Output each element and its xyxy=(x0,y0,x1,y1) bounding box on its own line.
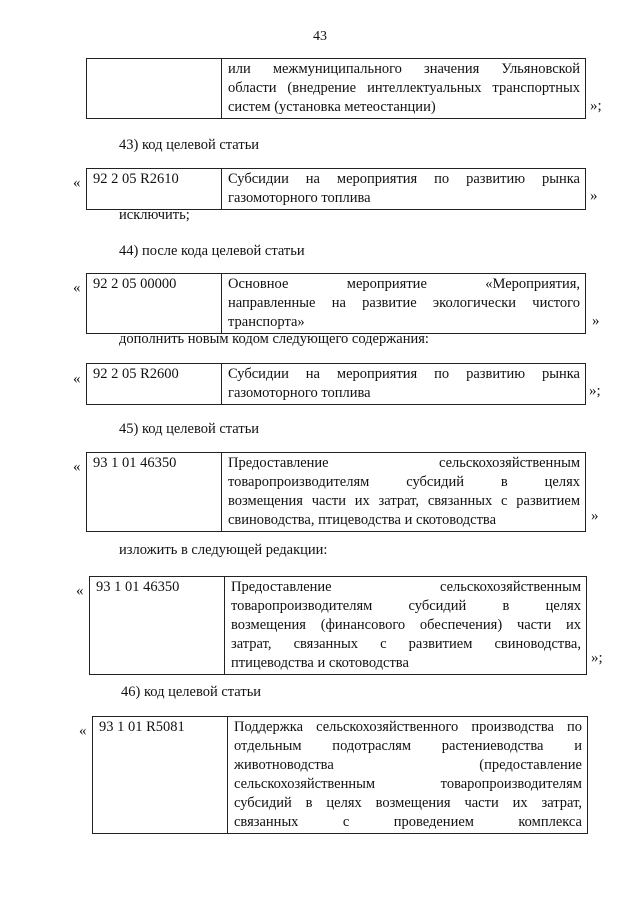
description-cell xyxy=(222,274,586,334)
table-row xyxy=(87,453,586,532)
closing-quote: »; xyxy=(589,383,601,399)
item-43-action: исключить; xyxy=(119,207,190,223)
closing-quote: » xyxy=(592,313,600,329)
table-row xyxy=(87,274,586,334)
description-line: сельскохозяйственным товаропроизводителям xyxy=(234,776,582,792)
budget-code-table-continued xyxy=(86,58,586,119)
description-line: отдельным подотраслям растениеводства и xyxy=(234,738,582,754)
description-line: товаропроизводителям субсидий в целях xyxy=(231,598,581,614)
description-cell xyxy=(222,453,586,532)
description-line: птицеводства и скотоводства xyxy=(231,655,409,671)
description-line: затрат, связанных с развитием свиноводства, xyxy=(231,636,581,652)
item-45-heading: 45) код целевой статьи xyxy=(119,421,260,437)
description-line: Поддержка сельскохозяйственного производства по xyxy=(234,719,582,735)
code-cell xyxy=(87,59,222,119)
item-44-action: дополнить новым кодом следующего содержания: xyxy=(119,331,429,347)
description-line: возмещения (финансового обеспечения) части их xyxy=(231,617,581,633)
closing-quote: » xyxy=(591,508,599,524)
budget-code-table-43 xyxy=(86,168,586,210)
budget-code-table-44 xyxy=(86,273,586,334)
description-line: товаропроизводителям субсидий в целях xyxy=(228,474,580,490)
description-line: Основное мероприятие «Мероприятия, xyxy=(228,276,580,292)
description-line: животноводства (предоставление xyxy=(234,757,582,773)
budget-code-table-44-new xyxy=(86,363,586,405)
description-line: области (внедрение интеллектуальных транспортных xyxy=(228,80,580,96)
description-line: субсидий в целях возмещения части их затрат, xyxy=(234,795,582,811)
table-row xyxy=(87,364,586,405)
code-cell: 92 2 05 R2610 xyxy=(87,169,222,210)
opening-quote: « xyxy=(73,459,81,475)
table-row xyxy=(90,577,587,675)
opening-quote: « xyxy=(79,723,87,739)
description-line: Субсидии на мероприятия по развитию рынка xyxy=(228,171,580,187)
budget-code-table-45 xyxy=(86,452,586,532)
item-44-heading: 44) после кода целевой статьи xyxy=(119,243,305,259)
code-cell: 92 2 05 00000 xyxy=(87,274,222,334)
budget-code-table-45-new xyxy=(89,576,587,675)
budget-code-table-46 xyxy=(92,716,588,834)
closing-quote: »; xyxy=(590,98,602,114)
table-row xyxy=(87,59,586,119)
description-line: или межмуниципального значения Ульяновской xyxy=(228,61,580,77)
closing-quote: » xyxy=(590,188,598,204)
description-cell xyxy=(222,59,586,119)
description-cell xyxy=(228,717,588,834)
opening-quote: « xyxy=(73,280,81,296)
description-line: возмещения части их затрат, связанных с развитием xyxy=(228,493,580,509)
description-line: направленные на развитие экологически чистого xyxy=(228,295,580,311)
description-cell xyxy=(222,364,586,405)
item-45-action: изложить в следующей редакции: xyxy=(119,542,328,558)
table-row xyxy=(93,717,588,834)
closing-quote: »; xyxy=(591,650,603,666)
item-43-heading: 43) код целевой статьи xyxy=(119,137,260,153)
description-cell xyxy=(225,577,587,675)
code-cell: 93 1 01 46350 xyxy=(87,453,222,532)
description-line: транспорта» xyxy=(228,314,305,330)
opening-quote: « xyxy=(73,175,81,191)
description-line: Предоставление сельскохозяйственным xyxy=(231,579,581,595)
description-line: газомоторного топлива xyxy=(228,385,371,401)
opening-quote: « xyxy=(73,371,81,387)
description-line: систем (установка метеостанции) xyxy=(228,99,436,115)
description-line: Субсидии на мероприятия по развитию рынка xyxy=(228,366,580,382)
code-cell: 92 2 05 R2600 xyxy=(87,364,222,405)
description-line: связанных с проведением комплекса xyxy=(234,814,582,830)
description-line: газомоторного топлива xyxy=(228,190,371,206)
description-cell xyxy=(222,169,586,210)
item-46-heading: 46) код целевой статьи xyxy=(121,684,262,700)
opening-quote: « xyxy=(76,583,84,599)
page-number: 43 xyxy=(313,29,327,44)
description-line: свиноводства, птицеводства и скотоводства xyxy=(228,512,497,528)
table-row xyxy=(87,169,586,210)
code-cell: 93 1 01 46350 xyxy=(90,577,225,675)
code-cell: 93 1 01 R5081 xyxy=(93,717,228,834)
description-line: Предоставление сельскохозяйственным xyxy=(228,455,580,471)
